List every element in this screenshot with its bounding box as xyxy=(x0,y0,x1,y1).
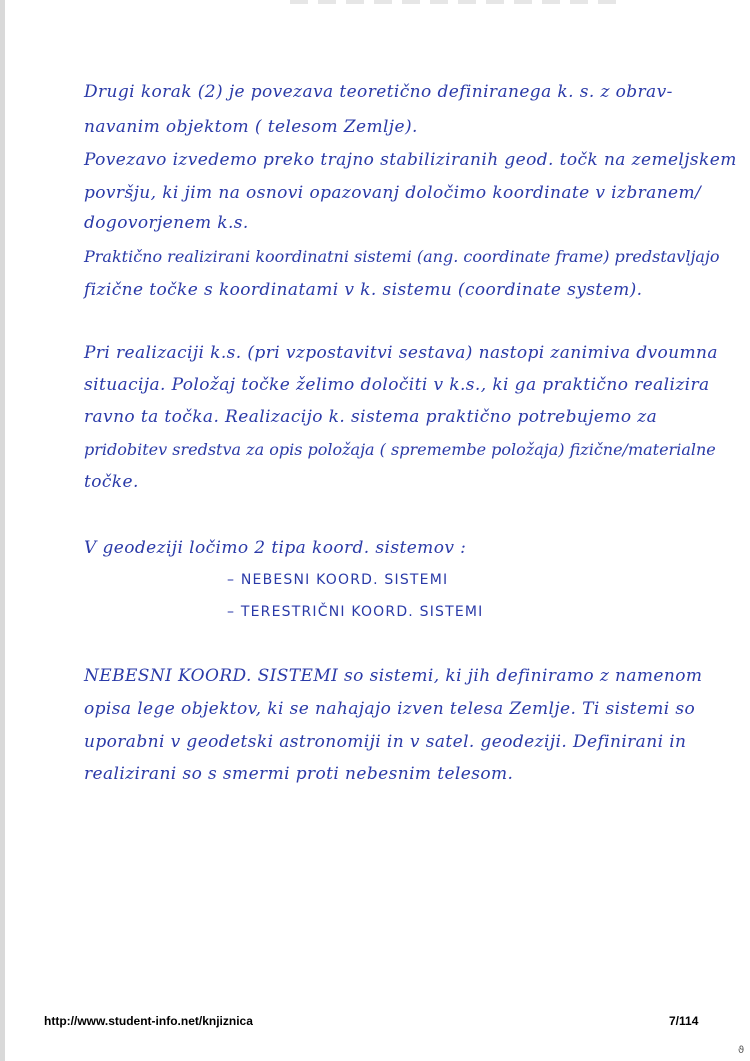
handwritten-line: NEBESNI KOORD. SISTEMI so sistemi, ki jih definiramo z namenom xyxy=(84,666,703,686)
footer-url-link[interactable]: http://www.student-info.net/knjiznica xyxy=(44,1014,253,1028)
page-left-edge xyxy=(0,0,5,1061)
handwritten-line: površju, ki jim na osnovi opazovanj določimo koordinate v izbranem/ xyxy=(84,183,702,203)
handwritten-line: fizične točke s koordinatami v k. sistemu (coordinate system). xyxy=(84,280,643,300)
handwritten-line: realizirani so s smermi proti nebesnim telesom. xyxy=(84,764,514,784)
handwritten-line: Praktično realizirani koordinatni sistemi (ang. coordinate frame) predstavljajo xyxy=(84,247,720,266)
list-item: – NEBESNI KOORD. SISTEMI xyxy=(227,572,449,588)
handwritten-line: uporabni v geodetski astronomiji in v satel. geodeziji. Definirani in xyxy=(84,732,687,752)
handwritten-line: navanim objektom ( telesom Zemlje). xyxy=(84,117,418,137)
handwritten-line: Pri realizaciji k.s. (pri vzpostavitvi sestava) nastopi zanimiva dvoumna xyxy=(84,343,718,363)
handwritten-line: pridobitev sredstva za opis položaja ( spremembe položaja) fizične/materialne xyxy=(84,440,716,459)
top-scan-marks xyxy=(290,0,620,4)
handwritten-line: Drugi korak (2) je povezava teoretično definiranega k. s. z obrav- xyxy=(84,82,673,102)
handwritten-line: ravno ta točka. Realizacijo k. sistema praktično potrebujemo za xyxy=(84,407,658,427)
handwritten-line: situacija. Položaj točke želimo določiti v k.s., ki ga praktično realizira xyxy=(84,375,710,395)
handwritten-line: V geodeziji ločimo 2 tipa koord. sistemov : xyxy=(84,538,467,558)
handwritten-line: točke. xyxy=(84,472,139,492)
page-number: 7/114 xyxy=(669,1014,699,1028)
list-item: – TERESTRIČNI KOORD. SISTEMI xyxy=(227,604,484,620)
handwritten-line: Povezavo izvedemo preko trajno stabiliziranih geod. točk na zemeljskem xyxy=(84,150,737,170)
handwritten-line: dogovorjenem k.s. xyxy=(84,213,249,233)
handwritten-line: opisa lege objektov, ki se nahajajo izven telesa Zemlje. Ti sistemi so xyxy=(84,699,696,719)
corner-mark: ϑ xyxy=(738,1045,745,1056)
